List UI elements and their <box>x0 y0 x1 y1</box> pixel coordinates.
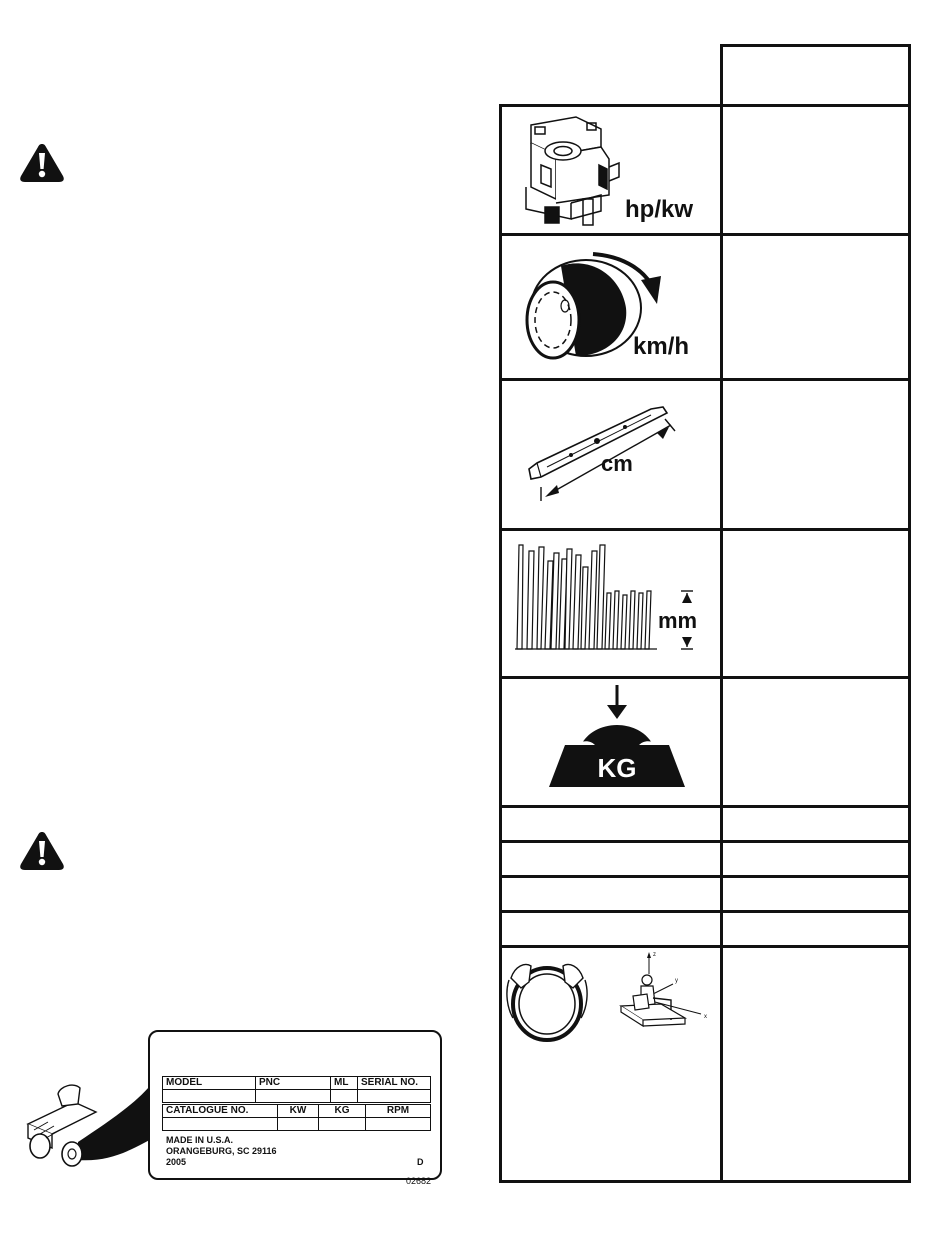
rating-label <box>148 1030 442 1180</box>
rating-label-table <box>162 1076 431 1103</box>
address-text: ORANGEBURG, SC 29116 <box>166 1146 277 1156</box>
axis-label-y: y <box>675 978 678 984</box>
table-row-label <box>502 843 720 875</box>
axis-label-x: x <box>704 1014 707 1020</box>
weight-value-cell <box>723 679 908 805</box>
model-header: MODEL <box>163 1077 256 1090</box>
catalogue-value <box>163 1118 278 1131</box>
engine-unit-label: hp/kw <box>625 196 694 223</box>
serial-header: SERIAL NO. <box>358 1077 431 1090</box>
part-number: 02682 <box>406 1176 432 1186</box>
rpm-header: RPM <box>366 1105 431 1118</box>
cutting-height-value-cell <box>723 531 908 676</box>
speed-unit-label: km/h <box>633 333 690 360</box>
specification-table <box>499 44 911 1183</box>
cutting-width-value-cell <box>723 381 908 528</box>
rpm-value <box>366 1118 431 1131</box>
steering-wheel-hands-icon <box>501 948 720 1068</box>
catalogue-header: CATALOGUE NO. <box>163 1105 278 1118</box>
pnc-value <box>256 1090 331 1103</box>
year-text: 2005 <box>166 1157 187 1167</box>
kw-header: KW <box>278 1105 319 1118</box>
vibration-value-cell <box>723 948 908 1180</box>
warning-icon <box>18 142 66 184</box>
kw-value <box>278 1118 319 1131</box>
kg-value <box>319 1118 366 1131</box>
grass-height-icon <box>501 531 720 676</box>
table-row-label <box>502 913 720 945</box>
table-row-value <box>723 808 908 840</box>
table-row-value <box>723 913 908 945</box>
table-row-value <box>723 843 908 875</box>
blade-icon <box>501 381 720 528</box>
ml-header: ML <box>331 1077 358 1090</box>
weight-badge-label: KG <box>597 753 637 783</box>
ml-value <box>331 1090 358 1103</box>
weight-icon <box>501 679 720 805</box>
model-value <box>163 1090 256 1103</box>
label-code: D <box>417 1157 424 1167</box>
speed-value-cell <box>723 236 908 378</box>
table-row-value <box>723 878 908 910</box>
kg-header: KG <box>319 1105 366 1118</box>
seated-operator-axes-icon <box>621 952 707 1026</box>
axis-label-z: z <box>653 952 656 958</box>
rating-label-subtable <box>162 1104 431 1131</box>
wheel-rotation-icon <box>501 236 720 378</box>
engine-icon <box>501 107 720 233</box>
table-row-label <box>502 808 720 840</box>
table-row-label <box>502 878 720 910</box>
cutting-height-unit-label: mm <box>658 608 698 633</box>
warning-icon <box>18 830 66 872</box>
serial-value <box>358 1090 431 1103</box>
cutting-width-unit-label: cm <box>601 451 633 476</box>
header-value-cell <box>723 47 908 104</box>
engine-value-cell <box>723 107 908 233</box>
lawn-tractor-icon <box>18 1082 168 1172</box>
made-in-text: MADE IN U.S.A. <box>166 1135 234 1145</box>
pnc-header: PNC <box>256 1077 331 1090</box>
